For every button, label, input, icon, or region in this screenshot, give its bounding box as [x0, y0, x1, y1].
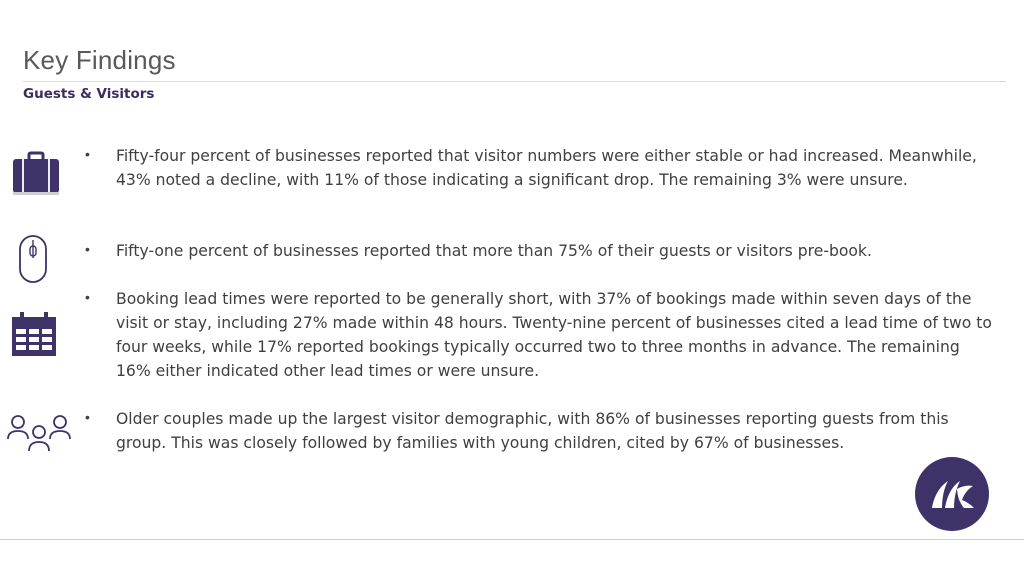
section-subtitle: Guests & Visitors: [23, 86, 155, 102]
bullet-marker: •: [85, 289, 90, 305]
finding-text: Fifty-one percent of businesses reported that more than 75% of their guests or visitors pre-book.: [116, 242, 872, 260]
title-divider: [23, 81, 1006, 82]
briefcase-icon: [12, 150, 60, 196]
brand-logo: [914, 456, 990, 532]
footer-divider: [0, 539, 1024, 540]
bullet-marker: •: [85, 241, 90, 257]
people-group-icon: [6, 413, 72, 455]
bullet-marker: •: [85, 146, 90, 162]
calendar-icon: [12, 311, 56, 357]
mouse-icon: [18, 234, 48, 284]
finding-text: Older couples made up the largest visitor demographic, with 86% of businesses reporting guests from this group. This was closely followed by families with young children, cited by 67% of businesses.: [116, 410, 949, 452]
page-title: Key Findings: [23, 45, 176, 75]
bullet-marker: •: [85, 409, 90, 425]
finding-text: Booking lead times were reported to be generally short, with 37% of bookings made within seven days of the visit or stay, including 27% made within 48 hours. Twenty-nine percent of businesses cited a lead time of two to four weeks, while 17% reported bookings typically occurred two to three months in advance. The remaining 16% either indicated other lead times or were unsure.: [116, 290, 992, 380]
finding-text: Fifty-four percent of businesses reported that visitor numbers were either stable or had increased. Meanwhile, 43% noted a decline, with 11% of those indicating a significant drop. The remaining 3% were unsure.: [116, 147, 977, 189]
